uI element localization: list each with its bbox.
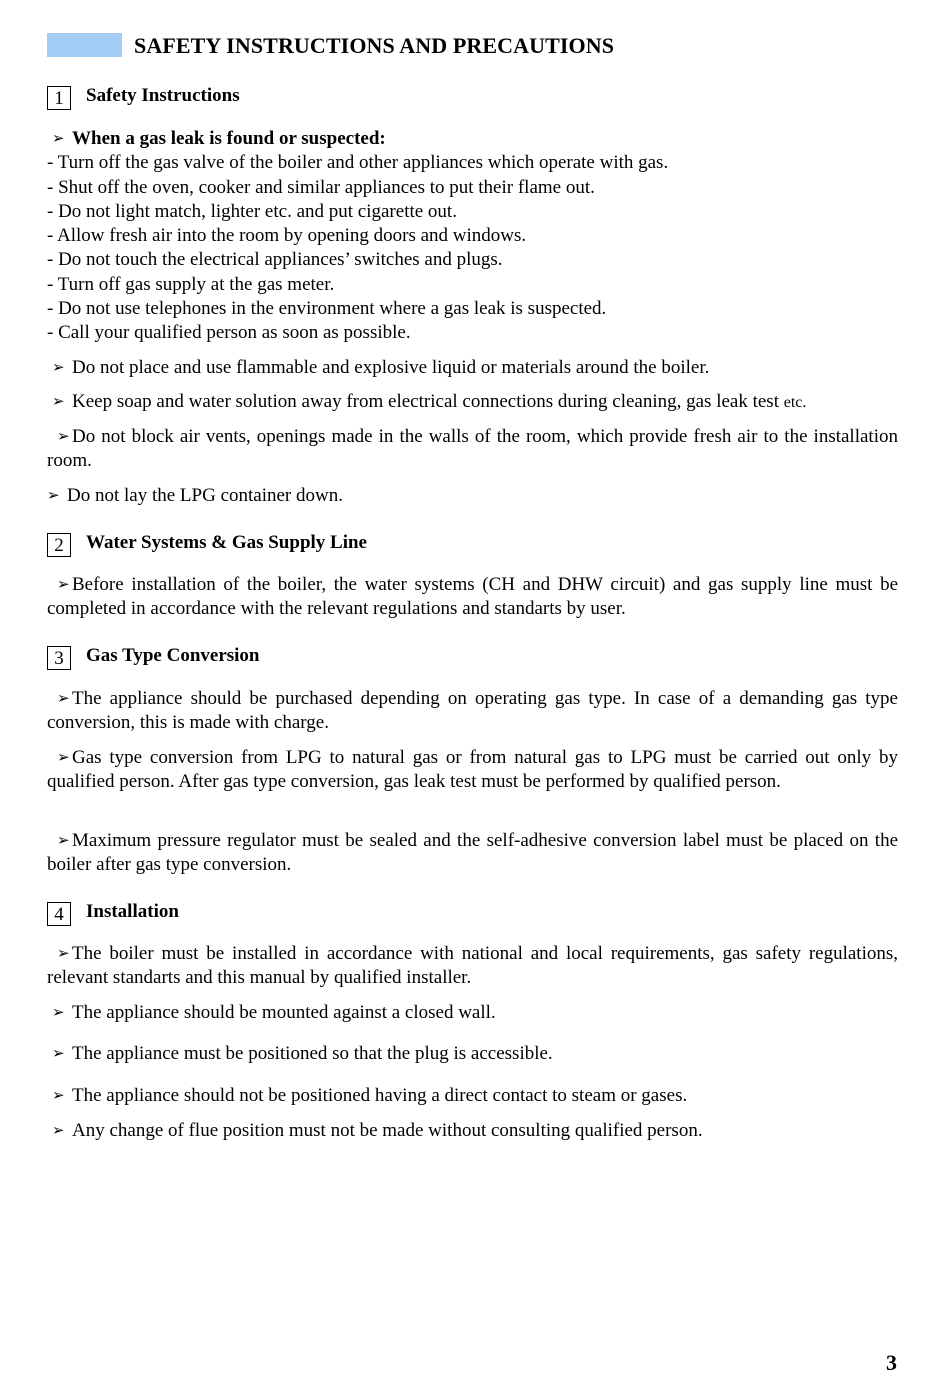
arrow-bullet-icon: ➢ — [47, 486, 60, 504]
list-item: - Allow fresh air into the room by opening doors and windows. — [47, 225, 527, 247]
arrow-bullet-icon: ➢ — [52, 1003, 65, 1021]
section-title: Gas Type Conversion — [86, 645, 260, 666]
bullet-item: ➢ Maximum pressure regulator must be sealed and the self-adhesive conversion label must be placed on the boiler after gas type conversion. — [47, 830, 898, 876]
section-number-box: 3 — [47, 646, 71, 670]
arrow-bullet-icon: ➢ — [52, 392, 65, 410]
section-number-box: 2 — [47, 533, 71, 557]
bullet-item: ➢ Any change of flue position must not be made without consulting qualified person. — [52, 1120, 703, 1141]
section-title: Installation — [86, 901, 179, 922]
arrow-bullet-icon: ➢ — [52, 1121, 65, 1139]
list-item: - Do not light match, lighter etc. and put cigarette out. — [47, 200, 457, 222]
page-number: 3 — [886, 1350, 897, 1375]
arrow-bullet-icon: ➢ — [57, 575, 70, 593]
bullet-item: ➢ Keep soap and water solution away from electrical connections during cleaning, gas leak test etc. — [52, 391, 807, 412]
list-item: - Call your qualified person as soon as possible. — [47, 322, 411, 344]
arrow-bullet-icon: ➢ — [52, 358, 65, 376]
section-title: Water Systems & Gas Supply Line — [86, 532, 367, 553]
section-number-box: 1 — [47, 86, 71, 110]
bullet-item: ➢ The appliance must be positioned so that the plug is accessible. — [52, 1043, 553, 1064]
arrow-bullet-icon: ➢ — [57, 944, 70, 962]
bullet-item: ➢ Do not place and use flammable and explosive liquid or materials around the boiler. — [52, 357, 710, 378]
gas-leak-block — [47, 126, 898, 346]
bullet-item: ➢ The appliance should not be positioned having a direct contact to steam or gases. — [52, 1085, 688, 1106]
arrow-bullet-icon: ➢ — [57, 831, 70, 849]
gas-leak-heading: ➢ When a gas leak is found or suspected: — [52, 128, 386, 149]
bullet-item: ➢ Do not lay the LPG container down. — [47, 485, 343, 506]
list-item: - Shut off the oven, cooker and similar appliances to put their flame out. — [47, 176, 595, 198]
bullet-item: ➢ Gas type conversion from LPG to natural gas or from natural gas to LPG must be carried out only by qualified person. After gas type conversion, gas leak test must be performed by qualified person. — [47, 747, 898, 793]
bullet-item: ➢ Before installation of the boiler, the water systems (CH and DHW circuit) and gas supply line must be completed in accordance with the relevant regulations and standarts by user. — [47, 574, 898, 620]
bullet-item: ➢ The appliance should be purchased depending on operating gas type. In case of a demanding gas type conversion, this is made with charge. — [47, 688, 898, 734]
arrow-bullet-icon: ➢ — [52, 129, 65, 147]
section-title: Safety Instructions — [86, 85, 240, 106]
arrow-bullet-icon: ➢ — [52, 1086, 65, 1104]
bullet-item: ➢ Do not block air vents, openings made in the walls of the room, which provide fresh air to the installation room. — [47, 426, 898, 472]
section-number-box: 4 — [47, 902, 71, 926]
arrow-bullet-icon: ➢ — [57, 689, 70, 707]
title-accent-bar — [47, 33, 122, 57]
list-item: - Do not touch the electrical appliances’ switches and plugs. — [47, 249, 503, 271]
arrow-bullet-icon: ➢ — [57, 427, 70, 445]
arrow-bullet-icon: ➢ — [57, 748, 70, 766]
list-item: - Do not use telephones in the environment where a gas leak is suspected. — [47, 298, 607, 320]
bullet-item: ➢ The boiler must be installed in accordance with national and local requirements, gas safety regulations, relevant standarts and this manual by qualified installer. — [47, 943, 898, 989]
arrow-bullet-icon: ➢ — [52, 1044, 65, 1062]
list-item: - Turn off the gas valve of the boiler and other appliances which operate with gas. — [47, 152, 669, 174]
bullet-item: ➢ The appliance should be mounted against a closed wall. — [52, 1002, 496, 1023]
list-item: - Turn off gas supply at the gas meter. — [47, 273, 335, 295]
page-title: SAFETY INSTRUCTIONS AND PRECAUTIONS — [134, 33, 615, 58]
